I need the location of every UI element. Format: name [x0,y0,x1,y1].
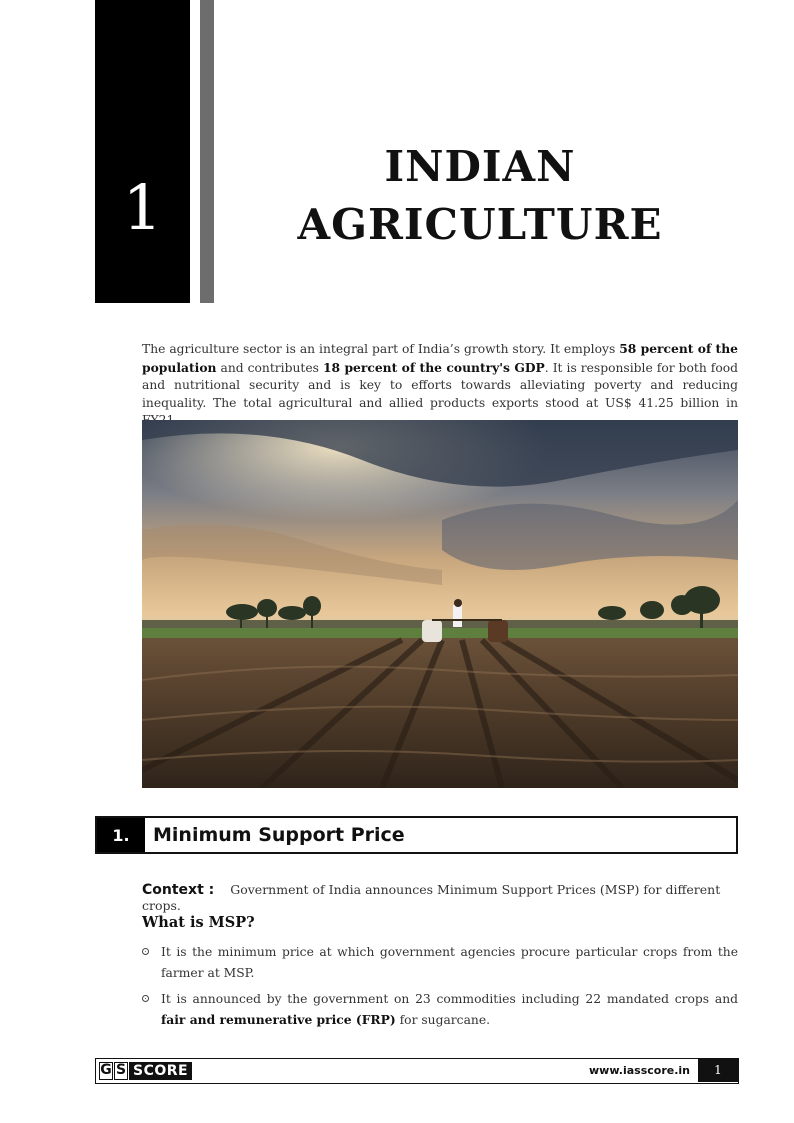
context-line [142,882,742,913]
intro-paragraph [142,340,738,430]
msp-bullet-list [142,942,738,1036]
intro-bold-1: 58 percent of the population [142,341,739,375]
subheading-what-is-msp: What is MSP? [142,914,255,931]
section-number: 1. [97,818,145,852]
page-number: 1 [698,1059,738,1082]
bullet-2-text-2: for sugarcane. [395,1012,491,1027]
intro-text-3: . It is responsible for both food and nutritional security and is key to efforts towards alleviating poverty and reducing inequality. The total agricultural and allied products exports stood at US$ 41.25 billion in [142,360,739,410]
context-text: Government of India announces Minimum Support Prices (MSP) for different crops. [142,882,721,913]
chapter-stripe [200,0,214,303]
list-item [142,942,738,983]
website-link[interactable]: www.iasscore.in [589,1064,690,1077]
bullet-1-text: It is the minimum price at which government agencies procure particular crops from the farmer at MSP. [161,945,738,980]
page-footer [95,1058,739,1084]
bullet-icon [142,948,149,955]
logo-letter-s: S [115,1062,127,1078]
intro-text-2: and contributes [216,360,323,375]
bullet-2-bold: fair and remunerative price (FRP) [161,1011,396,1027]
farmer-ploughing-photo [142,420,738,788]
section-title: Minimum Support Price [153,824,405,846]
bullet-2-text-1: It is announced by the government on 23 commodities including 22 mandated crops and [161,992,738,1006]
chapter-title-line-1: INDIAN [384,142,576,191]
bullet-icon [142,995,149,1002]
intro-text-1: The agriculture sector is an integral part of India’s growth story. It employs [142,342,620,356]
chapter-number: 1 [122,171,163,244]
intro-bold-2: 18 percent of the country's GDP [322,359,545,375]
logo-letter-g: G [100,1062,112,1078]
logo-text: SCORE [129,1062,192,1080]
chapter-number-block [95,0,190,303]
section-header [95,816,738,854]
chapter-title [230,138,730,254]
chapter-title-line-2: AGRICULTURE [297,200,663,249]
gs-score-logo [99,1062,192,1080]
context-label: Context : [142,882,215,898]
list-item [142,989,738,1030]
